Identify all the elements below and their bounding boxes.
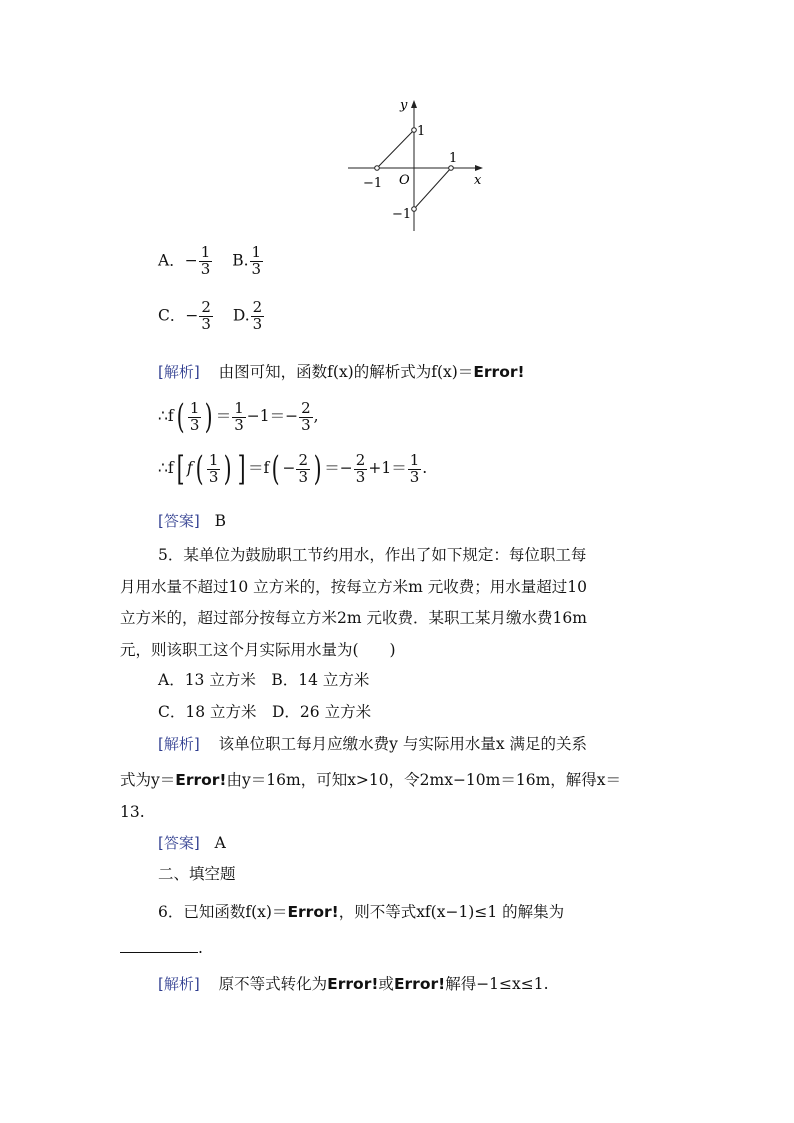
q5-line-1: 5．某单位为鼓励职工节约用水，作出了如下规定：每位职工每 [158,546,587,564]
tick-label-y-neg1: −1 [392,207,412,222]
opt-c-fraction: $\frac{2}{3}$ [201,298,211,333]
calc1-mid: −1＝− [246,407,299,425]
origin-label: O [399,173,410,188]
calc2-prefix: ∴f [158,459,174,477]
calc1-end: , [313,407,319,425]
answer-tag: [答案] [158,512,200,530]
opt-a-fraction: $\frac{1}{3}$ [200,243,211,278]
left-paren: ( [195,449,204,489]
calc1-eq: ＝ [215,407,232,425]
q6-line-2 [120,938,203,957]
calc1-prefix: ∴f [158,407,174,425]
right-bracket: ] [237,449,246,489]
q5-line-3: 立方米的，超过部分按每立方米2m 元收费．某职工某月缴水费16m [120,609,587,627]
right-paren: ) [313,449,322,489]
graph-segment-right [414,168,451,209]
calc2-inner-f: f [186,459,193,477]
answer-tag: [答案] [158,834,200,852]
q4-answer [158,510,226,531]
q6-line-1 [158,900,564,922]
q5-options-cd: C．18 立方米 D．26 立方米 [158,703,372,721]
x-axis-label: x [474,173,482,188]
opt-a-sign: − [184,251,198,270]
q5-analysis-text-1: 该单位职工每月应缴水费y 与实际用水量x 满足的关系 [218,735,588,753]
q5-analysis-text-2a: 式为y＝ [120,771,176,789]
y-axis-label: y [400,98,408,113]
open-point-neg1-0 [375,166,380,171]
calc1-frac-1: $\frac{1}{3}$ [234,398,244,434]
calc2-frac-result: $\frac{1}{3}$ [409,450,420,486]
calc2-plus: +1＝ [368,459,407,477]
open-point-0-neg1 [412,207,417,212]
calc2-eq2: ＝− [324,459,353,477]
open-point-0-1 [412,128,417,133]
calc2-neg: − [282,459,296,477]
q4-options-cd [158,300,265,333]
opt-d-fraction: $\frac{2}{3}$ [252,298,263,333]
q5-analysis-text-2b: 由y＝16m，可知x>10，令2mx−10m＝16m，解得x＝ [226,771,622,789]
function-graph [340,95,490,235]
q4-options-ab [158,245,264,278]
q6-analysis-b: 或 [378,975,394,993]
q5-analysis-line-1 [158,732,587,754]
answer-value: B [214,512,227,530]
y-axis-arrow [411,100,417,108]
analysis-tag: [解析] [158,735,200,753]
right-paren: ) [205,397,214,437]
calc2-end: . [422,459,428,477]
x-axis-arrow [475,165,483,171]
q4-calc-line-1 [158,397,319,437]
right-paren: ) [224,449,233,489]
calc1-frac-result: $\frac{2}{3}$ [301,398,311,434]
error-text: Error! [175,771,227,789]
opt-c-sign: − [185,306,199,325]
answer-blank [120,938,198,953]
q5-answer [158,832,226,853]
q5-analysis-line-3: 13. [120,803,145,821]
q5-line-4: 元，则该职工这个月实际用水量为( ) [120,641,396,659]
q4-analysis-text: 由图可知，函数f(x)的解析式为f(x)＝ [218,363,474,381]
q5-options-ab: A．13 立方米 B．14 立方米 [158,671,370,689]
graph-segment-left [377,130,414,168]
calc2-frac-2: $\frac{2}{3}$ [355,450,366,486]
opt-d-prefix: D. [232,306,250,325]
q6-period: . [198,939,203,957]
q5-analysis-line-2 [120,768,621,790]
q4-analysis [158,360,525,382]
answer-value: A [214,834,226,852]
left-bracket: [ [176,449,185,489]
opt-b-fraction: $\frac{1}{3}$ [251,243,262,278]
left-paren: ( [176,397,185,437]
error-text: Error! [393,975,446,993]
q6-analysis [158,972,549,994]
q6-analysis-c: 解得−1≤x≤1. [445,975,549,993]
tick-label-x-1: 1 [449,151,458,166]
q5-line-2: 月用水量不超过10 立方米的，按每立方米m 元收费；用水量超过10 [120,578,587,596]
q6-text-b: ，则不等式xf(x−1)≤1 的解集为 [338,903,565,921]
analysis-tag: [解析] [158,975,200,993]
tick-label-x-neg1: −1 [363,176,383,191]
calc1-frac-arg: $\frac{1}{3}$ [189,398,200,434]
q6-text-a: 6．已知函数f(x)＝ [158,903,288,921]
section-title: 二、填空题 [158,865,236,883]
error-text: Error! [327,975,379,993]
q4-calc-line-2 [158,449,428,489]
analysis-tag: [解析] [158,363,200,381]
calc2-eq: ＝f [247,459,270,477]
q6-analysis-a: 原不等式转化为 [218,975,328,993]
opt-b-prefix: B. [232,251,249,270]
tick-label-y-1: 1 [417,124,426,139]
left-paren: ( [271,449,280,489]
opt-a-prefix: A． [158,251,185,270]
error-text: Error! [287,903,339,921]
calc2-frac-arg: $\frac{1}{3}$ [208,450,219,486]
opt-c-prefix: C． [158,306,186,325]
open-point-1-0 [449,166,454,171]
error-text: Error! [473,363,525,381]
calc2-frac-inner: $\frac{2}{3}$ [298,450,309,486]
